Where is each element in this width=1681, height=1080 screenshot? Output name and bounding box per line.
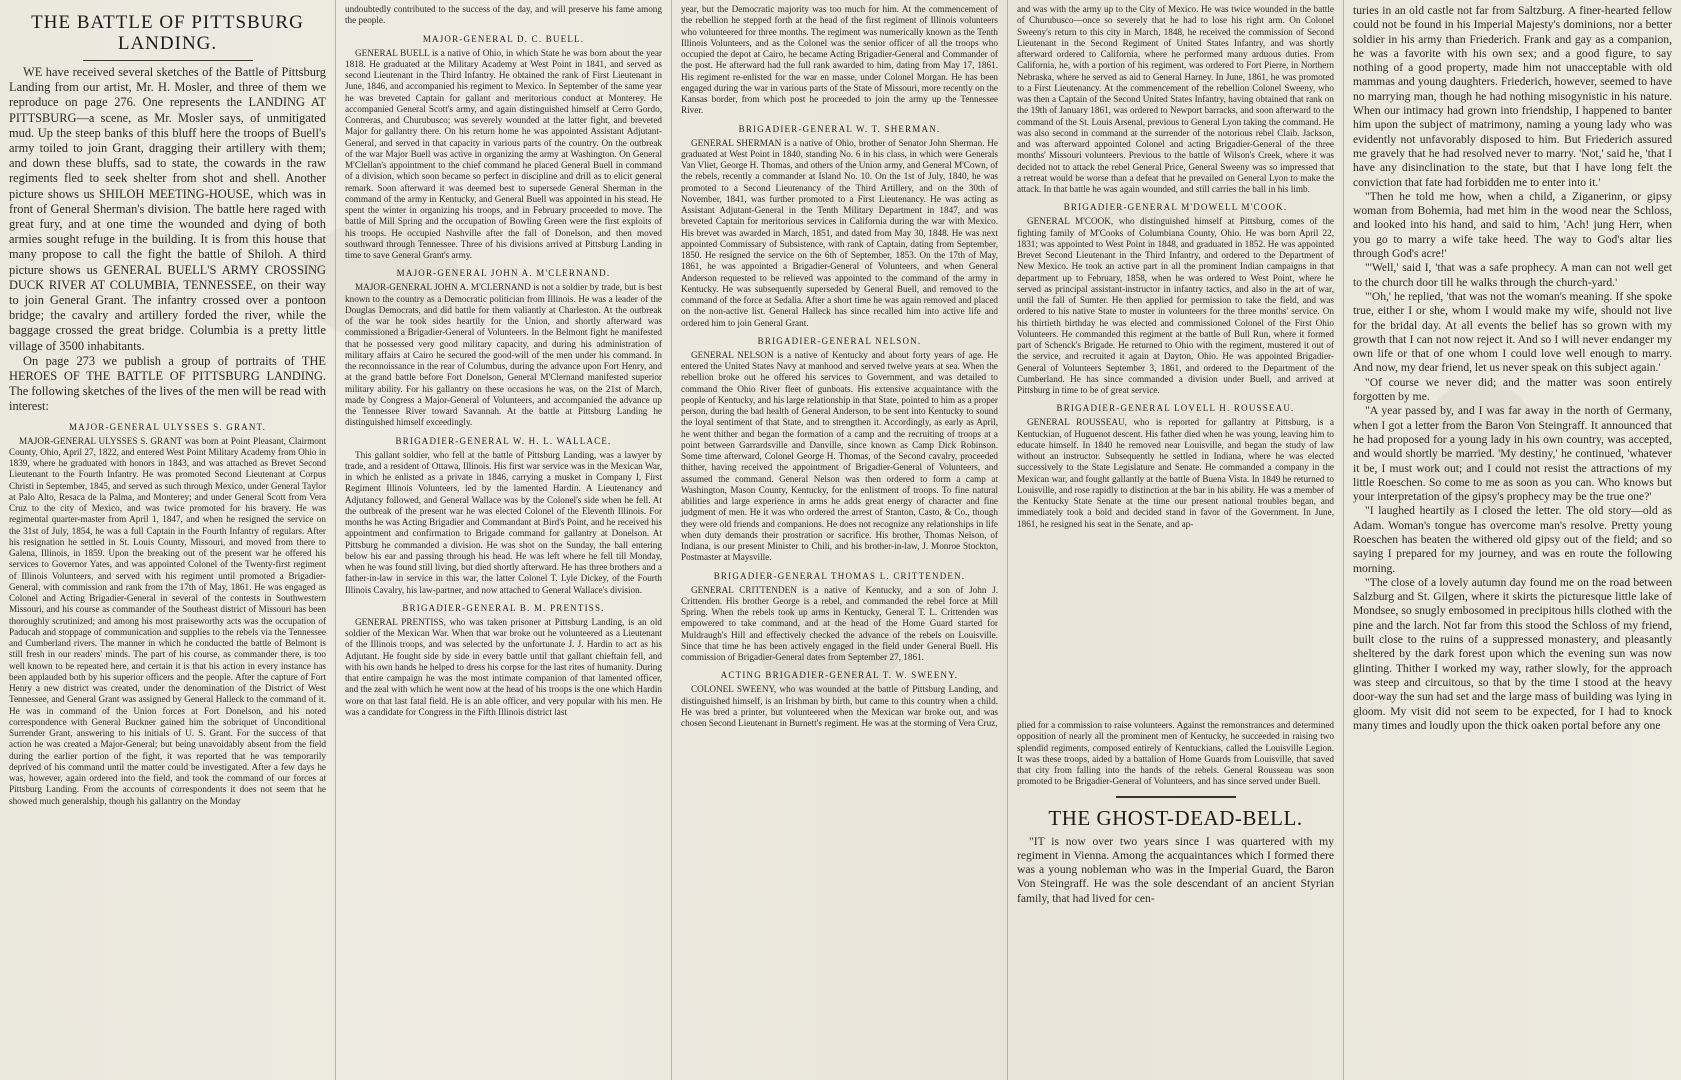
- sherman-heading: BRIGADIER-GENERAL W. T. SHERMAN.: [738, 123, 941, 134]
- rousseau-text: GENERAL ROUSSEAU, who is reported for gallantry at Pittsburg, is a Kentuckian, of Huguenot descent. His father died when he was young, leaving him to educate himself. In 1840 he removed near Louisville, and began the study of law without an instructor. Subsequently he settled in Indiana, where he was elected successively to the State Legislature and Senate. He commanded a company in the Mexican war, and fought gallantly at the battle of Buena Vista. In 1849 he returned to Louisville, and rose rapidly to distinction at the bar in his ability. He was a member of the Kentucky State Senate at the time our present national troubles began, and immediately took a bold and decided stand in favor of the Government. In June, 1861, he resigned his seat in the Senate, and ap-: [1017, 417, 1334, 529]
- wallace-text: This gallant soldier, who fell at the battle of Pittsburg Landing, was a lawyer by trade, and a resident of Ottawa, Illinois. His first war service was in the Mexican War, in which he enlisted as a private in 1846, carrying a musket in Company I, First Regiment Illinois Volunteers, led by the lamented Hardin. A Lieutenancy and Adjutancy followed, and General Wallace was by the Colonel's side when he fell. At the outbreak of the present war he was elected Colonel of the Eleventh Illinois. For months he was Acting Brigadier and Commandant at Bird's Point, and he received his appointment and confirmation to Brigade command for gallantry at Donelson. At Pittsburg he commanded a division. He was shot on the Sunday, the ball entering below his ear and passing through his head. He was left where he fell till Monday, when he was found still living, but died shortly afterward. He has three brothers and a father-in-law in service in this war, the latter Colonel T. Lyle Dickey, of the Fourth Illinois Cavalry, his law-partner, and now attached to General Wallace's division.: [345, 449, 662, 595]
- nelson-text: GENERAL NELSON is a native of Kentucky and about forty years of age. He entered the United States Navy at manhood and served twelve years at sea. When the rebellion broke out he offered his services to Government, and was detailed to command the Ohio River fleet of gunboats. His extensive acquaintance with the people of Kentucky, and his large relationship in that State, pointed to him as a proper person, during the bad health of General Anderson, to be sent into Kentucky to sound the loyal sentiment of that State, and to strengthen it. Accordingly, as early as April, he went thither and began the formation of a camp and the recruiting of troops at a point between Garrardsville and Danville, since known as Camp Dick Robinson. Some time afterward, Colonel George H. Thomas, of the Second cavalry, proceeded thither, having received the appointment of Brigadier-General of Volunteers, and assumed the command. General Nelson was then ordered to form a camp at Washington, Mason County, Kentucky, for the enlistment of troops. To fine natural abilities and large experience in arms he adds great energy of character and fine judgment of men. He it was who ordered the arrest of Stanton, Casto, & Co., though they were old friends and companions. He does not recognize any relationships in life when duty demands their prostration or sacrifice. His brother, Thomas Nelson, of Indiana, is our present Minister to Chili, and his brother-in-law, J. Monroe Stockton, Postmaster at Maysville.: [681, 349, 998, 563]
- story-paragraph: "I laughed heartily as I closed the letter. The old story—old as Adam. Woman's tongue has overcome man's resolve. Pretty young Roeschen has beaten the withered old gipsy out of the field; and so saying I prepared for my journey, and was en route the following morning.: [1353, 504, 1672, 575]
- buell-text: GENERAL BUELL is a native of Ohio, in which State he was born about the year 1818. He graduated at the Military Academy at West Point in 1841, and served as second Lieutenant in the Third Infantry. He obtained the rank of First Lieutenant in June, 1846, and accompanied his regiment to Mexico. In September of the same year he was breveted Captain for gallant and meritorious conduct at Monterey. He accompanied General Scott's army, and again distinguished himself at Cerro Gordo, Contreras, and Churubusco; was severely wounded at the latter fight, and breveted Major for gallantry there. On his return home he was appointed Assistant Adjutant-General, and served in that capacity in various parts of the country. On the outbreak of the war Major Buell was active in organizing the army at Washington. On General M'Clellan's appointment to the chief command he placed General Buell in command of a division, which soon became so perfect in discipline and drill as to elicit general remark. Soon afterward it was deemed best to supersede General Sherman in the command of the army in Kentucky, and General Buell was appointed in his stead. He spent the winter in organizing his troops, and in February proceeded to move. The battle of Mill Spring and the occupation of Bowling Green were the first exploits of his troops. He occupied Nashville after the fall of Donelson, and then moved southward through Tennessee. Three of his divisions arrived at Pittsburg Landing in time to save General Grant's army.: [345, 47, 662, 260]
- column-4: [1008, 0, 1344, 1080]
- col2-lead: undoubtedly contributed to the success of the day, and will preserve his fame among the people.: [345, 4, 662, 26]
- story-paragraph: turies in an old castle not far from Saltzburg. A finer-hearted fellow could not be found in his Imperial Majesty's dominions, nor a better soldier in his army than Friederich. Frank and gay as a companion, he was a favorite with his own sex; and a good figure, to say nothing of a good property, made him not unacceptable with old mammas and young daughters. Friederich, however, seemed to have no marrying man, though he had nothing misogynistic in his nature. When our intimacy had grown into friendship, I happened to banter him upon the subject of matrimony, naming a young lady who was evidently not unfavorably disposed to him. But Friederich assured me gravely that he had resolved never to marry. 'Not,' said he, 'that I have any disinclination to the state, but that I have long felt the conviction that fate had forbidden me to enter into it.': [1353, 4, 1672, 189]
- story-paragraph: "Then he told me how, when a child, a Ziganerinn, or gipsy woman from Bohemia, had met him in the wood near the Schloss, and looked into his hand, and said to him, 'Ach! jung Herr, when you go to marry a wife take heed. The way to God's altar lies through God's acre!': [1353, 189, 1672, 261]
- ghost-title: THE GHOST-DEAD-BELL.: [1048, 805, 1303, 830]
- buell-heading: MAJOR-GENERAL D. C. BUELL.: [422, 33, 585, 44]
- grant-text: MAJOR-GENERAL ULYSSES S. GRANT was born at Point Pleasant, Clairmont County, Ohio, April 27, 1822, and entered West Point Military Academy from Ohio in 1839, where he graduated with honors in 1843, and was attached as Brevet Second Lieutenant to the Fourth Infantry. He was promoted Second Lieutenant at Corpus Christi in September, 1845, and served as such through Mexico, under General Taylor at Palo Alto, Resaca de la Palma, and Monterey; and under General Scott from Vera Cruz to the city of Mexico, and was twice promoted for his bravery. He was regimental quarter-master from April 1, 1847, and when he resigned the service on the 31st of July, 1854, he was a full Captain in the Fourth Infantry of regulars. After his resignation he settled in St. Louis County, Missouri, and moved from there to Galena, Illinois, in 1859. Upon the breaking out of the present war he offered his services to Governor Yates, and was appointed Colonel of the Twenty-first regiment of Illinois Volunteers, and served with his regiment until promoted a Brigadier-General, with commission and rank from the 17th of May, 1861. He was engaged as Colonel and Acting Brigadier-General in several of the contests in Southwestern Missouri, and his course as commander of the Southeast district of Missouri has been thoroughly scrutinized; and among his most praiseworthy acts was the occupation of Paducah and stoppage of communication and supplies to the rebels via the Tennessee and Cumberland rivers. The manner in which he conducted the battle of Belmont is still fresh in our readers' minds. The part of his course, as commander there, is too well known to be repeated here, and certain it is that his action in every instance has been applauded both by his superior officers and the people. After the capture of Fort Henry a new district was created, under the denomination of the District of West Tennessee, and General Grant was assigned by General Halleck to the command of it. He was in command of the Union forces at Fort Donelson, and his noted correspondence with General Buckner gained him the sobriquet of Unconditional Surrender Grant, answering to his initials of U. S. Grant. For the success of that action he was created a Major-General; but being unavoidably absent from the field during the earlier portion of the fight, it was reported that he was temporarily deprived of his command until the matter could be investigated. After a few days he was, however, again ordered into the field, and took the command of our forces at Pittsburg Landing. From the accounts of correspondents it does not seem that he showed much generalship, though his gallantry on the Monday: [9, 435, 326, 806]
- column-3: [672, 0, 1008, 1080]
- sweeny-heading: ACTING BRIGADIER-GENERAL T. W. SWEENY.: [720, 670, 959, 681]
- story-paragraph: "'Well,' said I, 'that was a safe prophecy. A man can not well get to the church door till he walks through the church-yard.': [1353, 261, 1672, 289]
- mcclernand-text: MAJOR-GENERAL JOHN A. M'CLERNAND is not a soldier by trade, but is best known to the country as a Democratic politician from Illinois. He was a leader of the Douglas Democrats, and did battle for them valiantly at Charleston. At the outbreak of the war he took sides heartily for the Union, and shortly afterward was commissioned a Brigadier-General of Volunteers. In the Belmont fight he manifested that he possessed very good military capacity, and during his administration of military affairs at Cairo he secured the good-will of the men under his command. In the reconnoissance in the rear of Columbus, during the advance upon Fort Henry, and at the grand battle before Fort Donelson, General M'Clernand manifested superior military ability. For his gallantry on these occasions he was, on the 21st of March, made by Congress a Major-General of Volunteers, and accompanied the advance up the Tennessee River toward Savannah. At the battle at Pittsburg Landing he distinguished himself exceedingly.: [345, 282, 662, 428]
- battle-intro-paragraph: WE have received several sketches of the Battle of Pittsburg Landing from our artist, Mr. H. Mosler, and three of them we reproduce on page 276. One represents the LANDING AT PITTSBURG—a scene, as Mr. Mosler says, of unmitigated mud. Up the steep banks of this bluff here the troops of Buell's army toiled to join Grant, dragging their artillery with them; and down these bluffs, sad to state, the cowards in the raw regiments fled to seek shelter from shot and shell. Another picture shows us SHILOH MEETING-HOUSE, which was in front of General Sherman's division. The battle here raged with great fury, and at one time the wounded and dying of both armies sought refuge in the building. It is from this house that many propose to call the fight the battle of Shiloh. A third picture shows us GENERAL BUELL'S ARMY CROSSING DUCK RIVER AT COLUMBIA, TENNESSEE, on their way to join General Grant. The infantry crossed over a pontoon bridge; the cavalry and artillery forded the river, while the baggage crossed the great bridge. Columbia is a pretty little village of 3500 inhabitants.: [9, 65, 326, 353]
- grant-heading: MAJOR-GENERAL ULYSSES S. GRANT.: [68, 421, 267, 432]
- section-rule: [1116, 796, 1236, 798]
- column-4-upper: [1017, 4, 1334, 714]
- prentiss-text: GENERAL PRENTISS, who was taken prisoner at Pittsburg Landing, is an old soldier of the Mexican War. When that war broke out he volunteered as a Lieutenant of the Illinois troops, and was selected by the unfortunate J. J. Hardin to act as his Adjutant. He fought side by side in every battle until that gallant chieftain fell, and with his own hands he helped to dress his corpse for the last rites of humanity. During that entire campaign he was the most intimate companion of that lamented officer, and the zeal with which he went now at the head of his troops is the one which Hardin wore on that last fatal field. He is an able officer, and very popular with his men. He was a candidate for Congress in the Fifth Illinois district last: [345, 616, 662, 717]
- sweeny-text: COLONEL SWEENY, who was wounded at the battle of Pittsburg Landing, and distinguished himself, is an Irishman by birth, but came to this country when a child. He was bred a printer, but volunteered when the Mexican war broke out, and was chosen Second Lieutenant in Burnett's regiment. He was at the storming of Vera Cruz,: [681, 684, 998, 728]
- wallace-heading: BRIGADIER-GENERAL W. H. L. WALLACE.: [395, 435, 612, 446]
- col3-lead: year, but the Democratic majority was too much for him. At the commencement of the rebellion he stepped forth at the head of the first regiment of Illinois volunteers who volunteered for three months. The regiment was numerically known as the Tenth Illinois Volunteers, and as the Colonel was the senior officer of all the troops who occupied the depot at Cairo, he became Acting Brigadier-General and Commander of the post. He afterward had the full rank awarded to him, dating from May 17, 1861. His regiment re-enlisted for the war en masse, under Colonel Morgan. He has been engaged during the war in various parts of the State of Missouri, more recently on the Kansas border, from which post he proceeded to join the army up the Tennessee River.: [681, 4, 998, 116]
- ghost-text: "IT is now over two years since I was quartered with my regiment in Vienna. Among the acquaintances which I formed there was a young nobleman who was in the Imperial Guard, the Baron Von Steingraff. He was the sole descendant of an ancient Styrian family, that had lived for cen-: [1017, 834, 1334, 905]
- battle-intro-paragraph: On page 273 we publish a group of portraits of THE HEROES OF THE BATTLE OF PITTSBURG LANDING. The following sketches of the lives of the men will be read with interest:: [9, 353, 326, 414]
- title-rule: [83, 60, 253, 61]
- rousseau-heading: BRIGADIER-GENERAL LOVELL H. ROUSSEAU.: [1056, 403, 1295, 414]
- story-paragraph: "Of course we never did; and the matter was soon entirely forgotten by me.: [1353, 375, 1672, 404]
- column-1: [0, 0, 336, 1080]
- crittenden-text: GENERAL CRITTENDEN is a native of Kentucky, and a son of John J. Crittenden. His brother George is a rebel, and commanded the rebel force at Mill Spring. When the rebels took up arms in Kentucky, General T. L. Crittenden was empowered to take command, and at the head of the Home Guard started for Muldraugh's Hill and effectively checked the advance of the rebels on Louisville. Since that time he has been actively engaged in the field under General Buell. His commission of Brigadier-General dates from September 27, 1861.: [681, 584, 998, 662]
- prentiss-heading: BRIGADIER-GENERAL B. M. PRENTISS.: [402, 602, 605, 613]
- column-4-lower: [1017, 720, 1334, 906]
- rousseau-continued: plied for a commission to raise volunteers. Against the remonstrances and determined opposition of nearly all the prominent men of Kentucky, he succeeded in raising two splendid regiments, composed entirely of Kentuckians, called the Louisville Legion. It was these troops, aided by a battalion of Home Guards from Louisville, that saved that city from falling into the hands of the rebels. General Rousseau was soon promoted to be Brigadier-General of Volunteers, and has since served under Buell.: [1017, 720, 1334, 787]
- sherman-text: GENERAL SHERMAN is a native of Ohio, brother of Senator John Sherman. He graduated at West Point in 1840, standing No. 6 in his class, in which were Generals Van Vliet, George H. Thomas, and others of the Union army, and General M'Cown, of the rebels, recently a commander at Island No. 10. On the 1st of July, 1840, he was promoted to a Second Lieutenancy of the Third Artillery, and on the 30th of November, 1841, was further promoted to a First Lieutenancy. He was acting as Assistant Adjutant-General in the Tenth Military Department in 1847, and was breveted Captain for meritorious services in California during the war with Mexico. His brevet was awarded in March, 1851, and dated from May 30, 1848. He was next appointed Commissary of Subsistence, with rank of Captain, dating from September, 1850. He resigned the service on the 6th of September, 1853. On the 17th of May, 1861, he was appointed a Brigadier-General of Volunteers, and when General Anderson requested to be relieved was appointed to the command of the army in Kentucky. He was subsequently superseded by General Buell, and removed to the command of the force at Sedalia. After a short time he was again removed and placed on the non-active list. General Halleck has since recalled him into active life and ordered him to join General Grant.: [681, 137, 998, 328]
- column-2: [336, 0, 672, 1080]
- mcclernand-heading: MAJOR-GENERAL JOHN A. M'CLERNAND.: [396, 268, 611, 279]
- story-paragraph: "'Oh,' he replied, 'that was not the woman's meaning. If she spoke true, either I or she, whom I would make my wife, should not live for the bridal day. At all events the belief has so grown with my growth that I can not now reject it. And so I will never endanger my own life or that of one whom I could love well enough to marry. And now, my dear friend, let us never speak on this subject again.': [1353, 289, 1672, 375]
- mccook-heading: BRIGADIER-GENERAL M'DOWELL M'COOK.: [1063, 202, 1288, 213]
- col4-lead: and was with the army up to the City of Mexico. He was twice wounded in the battle of Churubusco—once so severely that he had to lose his right arm. On Colonel Sweeny's return to this city in March, 1848, he received the commission of Second Lieutenant in the Second Regiment of United States Infantry, and was shortly afterward ordered to California, where he performed many arduous duties. From California, he, with a portion of his regiment, was ordered to Fort Pierre, in Northern Nebraska, where he served as aid to General Harney. In June, 1861, he was promoted to a First Lieutenancy. At the commencement of the rebellion Colonel Sweeny, who was then a Captain of the Second United States Infantry, having obtained that rank on the 19th of January 1861, was ordered to Newport barracks, and soon afterward to the command of the St. Louis Arsenal, previous to General Lyon taking the command. He was also second in command at the surrender of the notorious rebel Claib. Jackson, and was afterward appointed Colonel and acting Brigadier-General of the three months' Missouri volunteers. Previous to the battle of Wilson's Creek, where it was decided not to attack the rebel General Price, General Sweeny was so impressed that a retreat would be worse than a defeat that he prevailed on General Lyon to make the attack. In that battle he was again wounded, and still carries the ball in his limb.: [1017, 4, 1334, 194]
- nelson-heading: BRIGADIER-GENERAL NELSON.: [757, 335, 922, 346]
- crittenden-heading: BRIGADIER-GENERAL THOMAS L. CRITTENDEN.: [713, 570, 966, 581]
- battle-title: THE BATTLE OF PITTSBURG LANDING.: [31, 12, 304, 54]
- story-paragraph: "A year passed by, and I was far away in the north of Germany, when I got a letter from the Baron Von Steingraff. It announced that he had proposed for a young lady in his own country, was accepted, and would shortly be married. 'My destiny,' he continued, 'whatever it be, I must work out; and I could not resist the attractions of my little Roeschen. So come to me as soon as you can. Who knows but your interpretation of the gipsy's prophecy may be the true one?': [1353, 404, 1672, 504]
- story-paragraph: "The close of a lovely autumn day found me on the road between Salzburg and St. Gilgen, where it skirts the picturesque little lake of Mondsee, so snugly embosomed in precipitous hills clothed with the pine and the larch. Not far from this stood the Schloss of my friend, built close to the ruins of a suppressed monastery, and pleasantly sheltered by the dark forest upon which the evening sun was now glinting. Thither I worked my way, rather slowly, for the approach was steep and circuitous, so that by the time I stood at the heavy door-way the sun had set and the large mass of building was lying in gloom. My visit did not seem to be expected, for I had to knock many times and loudly upon the thick oaken portal before any one: [1353, 575, 1672, 732]
- mccook-text: GENERAL M'COOK, who distinguished himself at Pittsburg, comes of the fighting family of M'Cooks of Columbiana County, Ohio. He was born April 22, 1831; was appointed to West Point in 1848, and graduated in 1852. He was appointed Brevet Second Lieutenant in the Third Infantry, and ordered to the Department of New Mexico. He took an active part in all the prominent Indian campaigns in that department up to February, 1858, when he was ordered to West Point, where he served as principal assistant-instructor in infantry tactics, and also in the art of war, until the fall of Sumter. He then applied for permission to take the field, and was ordered to his native State to muster in volunteers for the three months' service. On his thirtieth birthday he was elected and commissioned Colonel of the First Ohio Volunteers. He commanded this regiment at the battle of Bull Run, where it formed part of Schenck's Brigade. He returned to Ohio with the regiment, mustered it out of the service, and recruited it again at Dayton, Ohio. He was appointed Brigadier-General of Volunteers September 3, 1861, and ordered to the Department of the Cumberland. He has since commanded a division under Buell, and arrived at Pittsburg in time to be of great service.: [1017, 216, 1334, 395]
- column-5: [1344, 0, 1681, 1080]
